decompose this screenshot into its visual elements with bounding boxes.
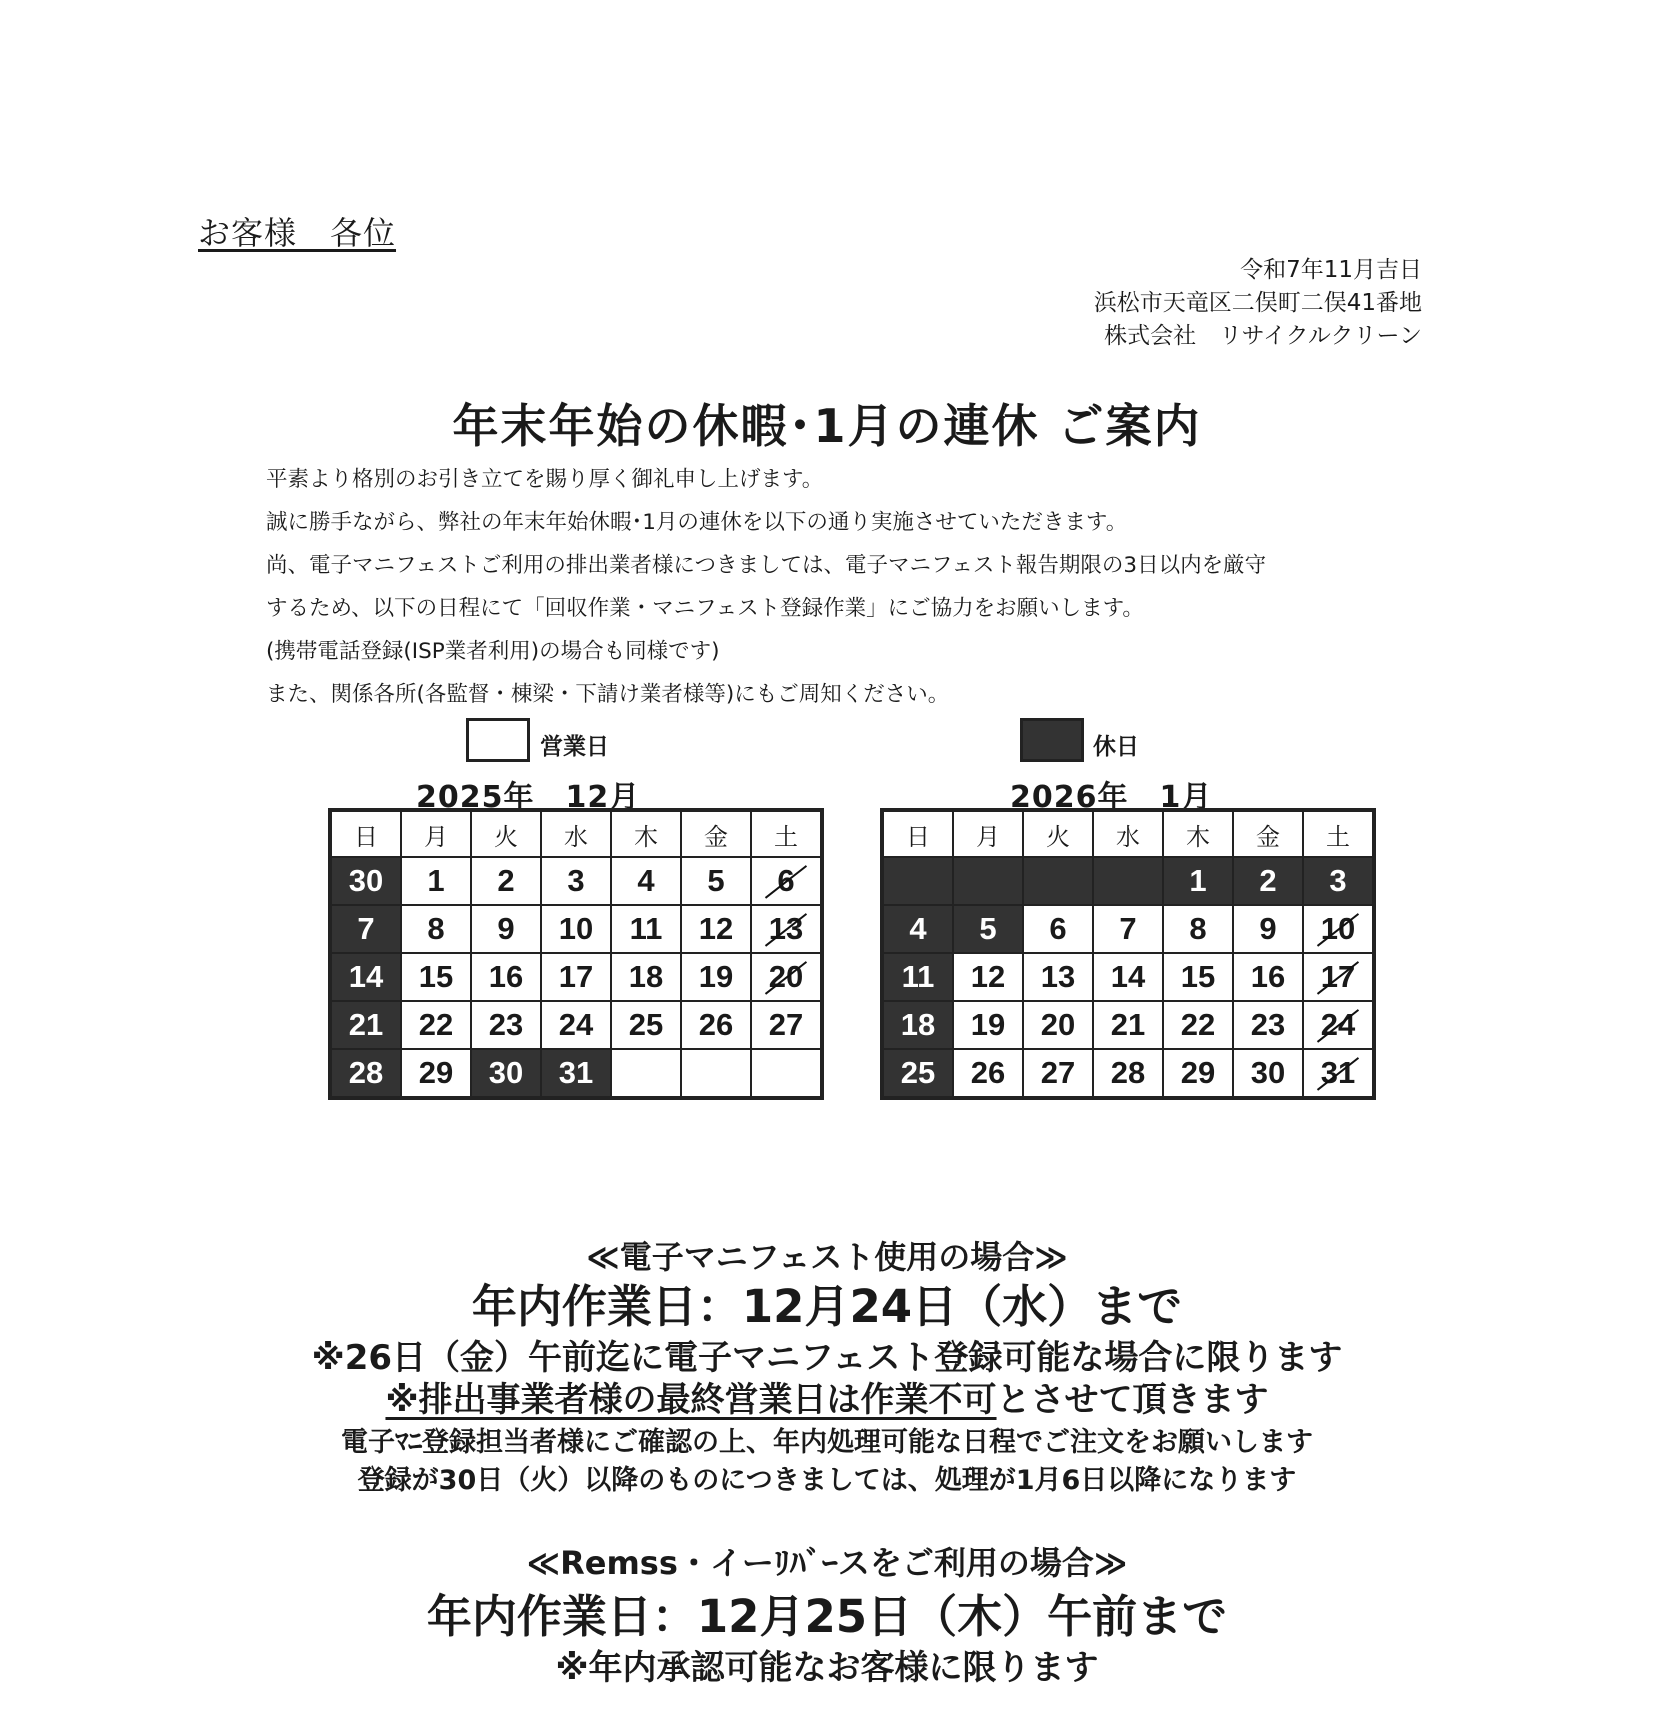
calendar-day-holiday: 2 xyxy=(1233,857,1303,905)
weekday-label: 土 xyxy=(1303,810,1374,857)
weekday-label: 金 xyxy=(681,810,751,857)
electronic-note-2 xyxy=(0,1372,1654,1421)
calendar-day-holiday: 18 xyxy=(882,1001,953,1049)
calendar-day: 14 xyxy=(1093,953,1163,1001)
electronic-deadline: 年内作業日：12月24日（水）まで xyxy=(471,1280,1183,1333)
calendar-day: 28 xyxy=(1093,1049,1163,1098)
calendar-day: 13 xyxy=(1023,953,1093,1001)
weekday-label: 月 xyxy=(953,810,1023,857)
calendar-day: 1 xyxy=(401,857,471,905)
legend-holiday-swatch xyxy=(1020,718,1084,762)
calendar-day: 31 xyxy=(1303,1049,1374,1098)
calendar-day: 23 xyxy=(1233,1001,1303,1049)
calendar-week-row xyxy=(882,857,1374,905)
sender-company: 株式会社 リサイクルクリーン xyxy=(1104,323,1422,349)
legend-business-swatch xyxy=(466,718,530,762)
calendar-day: 9 xyxy=(1233,905,1303,953)
calendar-day-holiday xyxy=(882,857,953,905)
calendar-day-holiday: 3 xyxy=(1303,857,1374,905)
calendar-day: 21 xyxy=(1093,1001,1163,1049)
calendar-day-holiday: 21 xyxy=(330,1001,401,1049)
calendar-day-holiday: 31 xyxy=(541,1049,611,1098)
weekday-header xyxy=(882,810,1374,857)
weekday-label: 日 xyxy=(882,810,953,857)
calendar-day: 23 xyxy=(471,1001,541,1049)
calendar-day: 16 xyxy=(1233,953,1303,1001)
calendar-day-holiday: 28 xyxy=(330,1049,401,1098)
document-title: 年末年始の休暇･1月の連休 ご案内 xyxy=(452,399,1202,453)
calendar-day: 13 xyxy=(751,905,822,953)
calendar-day-holiday: 1 xyxy=(1163,857,1233,905)
calendar-day-holiday: 5 xyxy=(953,905,1023,953)
weekday-label: 木 xyxy=(611,810,681,857)
calendar-day-holiday xyxy=(1093,857,1163,905)
remss-note: ※年内承認可能なお客様に限ります xyxy=(555,1648,1099,1688)
calendar-day: 10 xyxy=(1303,905,1374,953)
weekday-label: 水 xyxy=(541,810,611,857)
calendar-week-row xyxy=(330,953,822,1001)
calendar-day: 6 xyxy=(1023,905,1093,953)
electronic-note-2-underlined: ※排出事業者様の最終営業日は作業不可 xyxy=(385,1380,997,1420)
calendar-day xyxy=(751,1049,822,1098)
calendar-day: 12 xyxy=(681,905,751,953)
electronic-note-3: 電子ﾏﾆ登録担当者様にご確認の上、年内処理可能な日程でご注文をお願いします xyxy=(341,1427,1313,1458)
calendar-day: 26 xyxy=(953,1049,1023,1098)
body-line: 尚、電子マニフェストご利用の排出業者様につきましては、電子マニフェスト報告期限の3日以内を厳守 xyxy=(266,553,1267,578)
body-text xyxy=(266,458,1266,716)
calendar-day: 7 xyxy=(1093,905,1163,953)
electronic-heading: ≪電子マニフェスト使用の場合≫ xyxy=(586,1238,1068,1276)
calendar-day: 19 xyxy=(681,953,751,1001)
body-line: するため、以下の日程にて「回収作業・マニフェスト登録作業」にご協力をお願いします。 xyxy=(266,596,1144,621)
body-line: 平素より格別のお引き立てを賜り厚く御礼申し上げます。 xyxy=(266,467,824,492)
legend-business-label: 営業日 xyxy=(540,734,609,760)
weekday-label: 火 xyxy=(1023,810,1093,857)
calendar-day-holiday: 7 xyxy=(330,905,401,953)
calendar-day: 3 xyxy=(541,857,611,905)
salutation: お客様 各位 xyxy=(198,214,397,252)
calendar-week-row xyxy=(330,1001,822,1049)
calendar-day-holiday xyxy=(1023,857,1093,905)
calendar-week-row xyxy=(330,905,822,953)
weekday-label: 土 xyxy=(751,810,822,857)
calendar-week-row xyxy=(882,1049,1374,1098)
body-line: 誠に勝手ながら、弊社の年末年始休暇･1月の連休を以下の通り実施させていただきます。 xyxy=(266,510,1128,535)
calendar-day: 24 xyxy=(1303,1001,1374,1049)
calendar-day xyxy=(611,1049,681,1098)
sender-date: 令和7年11月吉日 xyxy=(1240,257,1422,283)
calendar-day: 30 xyxy=(1233,1049,1303,1098)
calendar-day-holiday xyxy=(953,857,1023,905)
calendar-day: 17 xyxy=(1303,953,1374,1001)
calendar-day: 12 xyxy=(953,953,1023,1001)
calendar-day: 5 xyxy=(681,857,751,905)
sender-address: 浜松市天竜区二俣町二俣41番地 xyxy=(1093,290,1422,316)
calendar-day: 17 xyxy=(541,953,611,1001)
weekday-label: 木 xyxy=(1163,810,1233,857)
calendar-week-row xyxy=(882,953,1374,1001)
calendar-day: 20 xyxy=(1023,1001,1093,1049)
calendar-day-holiday: 25 xyxy=(882,1049,953,1098)
calendar-day: 27 xyxy=(751,1001,822,1049)
calendar-day-holiday: 30 xyxy=(471,1049,541,1098)
weekday-label: 日 xyxy=(330,810,401,857)
calendar-day: 4 xyxy=(611,857,681,905)
calendar-week-row xyxy=(882,1001,1374,1049)
calendar-title-jan: 2026年 1月 xyxy=(1010,780,1213,815)
calendar-day: 15 xyxy=(1163,953,1233,1001)
calendar-day: 25 xyxy=(611,1001,681,1049)
calendar-day: 29 xyxy=(401,1049,471,1098)
calendar-day: 11 xyxy=(611,905,681,953)
weekday-label: 水 xyxy=(1093,810,1163,857)
calendar-day: 15 xyxy=(401,953,471,1001)
calendar-day-holiday: 14 xyxy=(330,953,401,1001)
calendar-day: 18 xyxy=(611,953,681,1001)
calendar-day: 27 xyxy=(1023,1049,1093,1098)
weekday-header xyxy=(330,810,822,857)
body-line: (携帯電話登録(ISP業者利用)の場合も同様です) xyxy=(266,639,720,664)
calendar-december-2025 xyxy=(328,808,824,1100)
calendar-day: 19 xyxy=(953,1001,1023,1049)
remss-deadline: 年内作業日：12月25日（木）午前まで xyxy=(426,1590,1228,1643)
calendar-week-row xyxy=(330,857,822,905)
calendar-day: 20 xyxy=(751,953,822,1001)
calendar-week-row xyxy=(882,905,1374,953)
calendar-day: 9 xyxy=(471,905,541,953)
electronic-note-4: 登録が30日（火）以降のものにつきましては、処理が1月6日以降になります xyxy=(357,1465,1297,1496)
calendar-day: 24 xyxy=(541,1001,611,1049)
calendar-day: 8 xyxy=(401,905,471,953)
electronic-note-2-rest: とさせて頂きます xyxy=(996,1380,1269,1420)
weekday-label: 金 xyxy=(1233,810,1303,857)
remss-heading: ≪Remss・イーﾘﾊﾞｰスをご利用の場合≫ xyxy=(526,1544,1128,1582)
calendar-day-holiday: 11 xyxy=(882,953,953,1001)
calendar-day: 2 xyxy=(471,857,541,905)
calendar-week-row xyxy=(330,1049,822,1098)
calendar-title-dec: 2025年 12月 xyxy=(416,780,641,815)
calendar-day: 22 xyxy=(1163,1001,1233,1049)
legend-holiday-label: 休日 xyxy=(1093,734,1139,760)
calendar-day xyxy=(681,1049,751,1098)
calendar-day: 16 xyxy=(471,953,541,1001)
calendar-day: 26 xyxy=(681,1001,751,1049)
calendar-day: 8 xyxy=(1163,905,1233,953)
weekday-label: 月 xyxy=(401,810,471,857)
calendar-day: 29 xyxy=(1163,1049,1233,1098)
calendar-day-holiday: 30 xyxy=(330,857,401,905)
calendar-day: 10 xyxy=(541,905,611,953)
body-line: また、関係各所(各監督・棟梁・下請け業者様等)にもご周知ください。 xyxy=(266,682,950,707)
calendar-january-2026 xyxy=(880,808,1376,1100)
weekday-label: 火 xyxy=(471,810,541,857)
calendar-day-holiday: 4 xyxy=(882,905,953,953)
calendar-day: 22 xyxy=(401,1001,471,1049)
calendar-day: 6 xyxy=(751,857,822,905)
electronic-note-1: ※26日（金）午前迄に電子マニフェスト登録可能な場合に限ります xyxy=(311,1338,1343,1378)
